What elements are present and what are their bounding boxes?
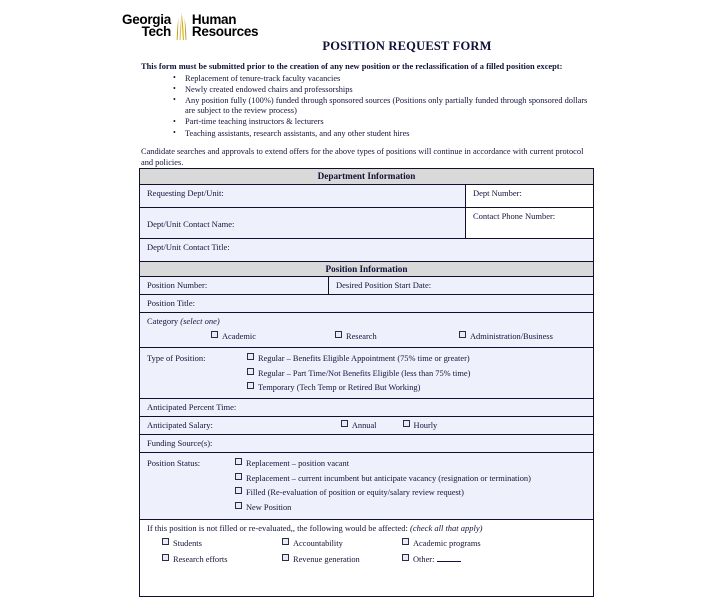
checkbox-icon[interactable] (235, 487, 242, 494)
option-label: New Position (246, 502, 292, 512)
section-header-position: Position Information (140, 262, 593, 277)
checkbox-salary-hourly[interactable] (403, 420, 438, 431)
option-label: Academic (222, 332, 256, 341)
checkbox-salary-annual[interactable] (341, 420, 377, 431)
checkbox-icon[interactable] (162, 538, 169, 545)
position-status-options (235, 458, 531, 513)
category-row (140, 313, 593, 348)
list-item: • Replacement of tenure-track faculty vacancies (173, 74, 597, 85)
checkbox-icon[interactable] (247, 382, 254, 389)
logo-right-words (192, 14, 258, 38)
funding-source-label: Funding Source(s): (147, 438, 213, 448)
checkbox-icon[interactable] (211, 331, 218, 338)
impact-prompt-hint: (check all that apply) (410, 522, 483, 533)
checkbox-icon[interactable] (341, 420, 348, 427)
option-label: Research (346, 332, 377, 341)
checkbox-impact-accountability[interactable] (282, 538, 402, 549)
checkbox-category-academic[interactable] (211, 331, 335, 342)
position-status-label: Position Status: (147, 458, 201, 468)
checkbox-icon[interactable] (162, 554, 169, 561)
contact-phone-label: Contact Phone Number: (473, 210, 556, 221)
category-group (140, 313, 593, 347)
impact-section-row (140, 520, 593, 596)
logo-word-georgia: Georgia (122, 12, 171, 27)
checkbox-impact-students[interactable] (162, 538, 282, 549)
checkbox-impact-other[interactable] (402, 554, 522, 565)
impact-options (140, 536, 593, 570)
georgia-tech-hr-logo (122, 11, 258, 41)
checkbox-status-replacement-vacant[interactable] (235, 458, 531, 469)
checkbox-icon[interactable] (235, 502, 242, 509)
category-label: Category (147, 316, 179, 326)
checkbox-status-filled-reevaluation[interactable] (235, 487, 531, 498)
impact-group (140, 520, 593, 596)
table-row (140, 239, 593, 262)
logo-left-words (122, 14, 171, 38)
intro-lead-text: This form must be submitted prior to the creation of any new position or the reclassification of a filled position except: (141, 62, 563, 71)
salary-options (213, 420, 437, 431)
contact-title-label: Dept/Unit Contact Title: (147, 241, 230, 252)
intro-tail-text: Candidate searches and approvals to extend offers for the above types of positions will continue in accordance with current protocol and policies. (141, 147, 584, 167)
checkbox-type-regular-part-time[interactable] (247, 368, 470, 379)
exception-list (141, 74, 597, 140)
checkbox-status-new-position[interactable] (235, 502, 531, 513)
start-date-label: Desired Position Start Date: (336, 280, 432, 290)
option-label: Other: (413, 554, 435, 564)
option-label: Regular – Part Time/Not Benefits Eligible (less than 75% time) (258, 368, 471, 378)
type-of-position-options (247, 353, 470, 393)
table-row (140, 277, 593, 295)
option-label: Filled (Re-evaluation of position or equity/salary review request) (246, 488, 464, 497)
position-number-label: Position Number: (147, 280, 208, 290)
option-label: Accountability (293, 538, 343, 548)
department-section-header-row (140, 169, 593, 185)
percent-time-label: Anticipated Percent Time: (147, 402, 237, 412)
impact-spacer (140, 570, 593, 596)
checkbox-icon[interactable] (235, 473, 242, 480)
option-label: Academic programs (413, 538, 481, 548)
checkbox-impact-research-efforts[interactable] (162, 554, 282, 565)
logo-word-resources: Resources (191, 24, 259, 39)
checkbox-icon[interactable] (235, 458, 242, 465)
anticipated-salary-label: Anticipated Salary: (147, 420, 213, 430)
position-number-field[interactable] (140, 277, 328, 294)
category-hint: (select one) (180, 316, 220, 326)
contact-phone-field[interactable] (465, 208, 593, 238)
option-label: Replacement – position vacant (246, 459, 350, 468)
list-item: • Any position fully (100%) funded through sponsored sources (Positions only partially funded through sponsored dollars are subject to the review process) (173, 96, 597, 117)
option-label: Annual (351, 421, 377, 430)
logo-word-human: Human (191, 12, 237, 27)
checkbox-icon[interactable] (247, 353, 254, 360)
type-of-position-label: Type of Position: (147, 353, 206, 363)
logo-word-tech: Tech (141, 24, 171, 39)
type-of-position-row (140, 348, 593, 399)
other-text-input[interactable] (437, 554, 461, 562)
impact-prompt (140, 520, 593, 536)
list-item: • Part-time teaching instructors & lecturers (173, 117, 597, 128)
contact-name-field[interactable] (140, 208, 465, 238)
requesting-dept-label: Requesting Dept/Unit: (147, 187, 224, 198)
position-title-field[interactable] (140, 295, 593, 312)
option-label: Temporary (Tech Temp or Retired But Working) (258, 383, 421, 392)
position-section-header-row (140, 262, 593, 278)
checkbox-icon[interactable] (335, 331, 342, 338)
checkbox-impact-revenue-generation[interactable] (282, 554, 402, 565)
table-row (140, 435, 593, 453)
page-title: POSITION REQUEST FORM (322, 39, 492, 53)
dept-number-field[interactable] (465, 185, 593, 207)
checkbox-icon[interactable] (282, 554, 289, 561)
anticipated-salary-group (140, 417, 593, 434)
option-label: Replacement – current incumbent but anticipate vacancy (resignation or termination) (246, 473, 531, 483)
list-item: • Newly created endowed chairs and professorships (173, 85, 597, 96)
checkbox-icon[interactable] (403, 420, 410, 427)
option-label: Students (173, 538, 202, 548)
checkbox-icon[interactable] (282, 538, 289, 545)
impact-prompt-text: If this position is not filled or re-evaluated,, the following would be affected: (147, 522, 408, 533)
option-label: Administration/Business (470, 332, 553, 341)
contact-name-label: Dept/Unit Contact Name: (147, 218, 235, 229)
option-label: Regular – Benefits Eligible Appointment (75% time or greater) (258, 354, 470, 363)
contact-title-field[interactable] (140, 239, 593, 261)
position-status-row (140, 453, 593, 520)
table-row (140, 185, 593, 208)
percent-time-field[interactable] (140, 399, 593, 416)
option-label: Hourly (413, 421, 438, 430)
option-label: Research efforts (173, 554, 228, 564)
checkbox-impact-academic-programs[interactable] (402, 538, 522, 549)
checkbox-type-temporary[interactable] (247, 382, 470, 393)
checkbox-category-research[interactable] (335, 331, 459, 342)
category-options (147, 331, 593, 342)
checkbox-icon[interactable] (402, 538, 409, 545)
table-row (140, 208, 593, 239)
form-table (139, 168, 594, 597)
position-status-group (140, 453, 593, 519)
list-item: • Teaching assistants, research assistants, and any other student hires (173, 129, 597, 140)
funding-source-field[interactable] (140, 435, 593, 452)
checkbox-type-regular-benefits-eligible[interactable] (247, 353, 470, 364)
table-row (140, 295, 593, 313)
start-date-field[interactable] (328, 277, 593, 294)
section-header-department: Department Information (140, 169, 593, 184)
type-of-position-group (140, 348, 593, 398)
torch-flame-icon (175, 12, 188, 40)
position-title-label: Position Title: (147, 298, 195, 308)
checkbox-status-replacement-anticipate-vacancy[interactable] (235, 473, 531, 484)
table-row (140, 399, 593, 417)
intro-block (141, 62, 597, 168)
anticipated-salary-row (140, 417, 593, 435)
requesting-dept-field[interactable] (140, 185, 465, 207)
checkbox-category-administration-business[interactable] (459, 331, 583, 342)
checkbox-icon[interactable] (459, 331, 466, 338)
dept-number-label: Dept Number: (473, 187, 522, 198)
option-label: Revenue generation (293, 554, 360, 564)
checkbox-icon[interactable] (402, 554, 409, 561)
checkbox-icon[interactable] (247, 368, 254, 375)
